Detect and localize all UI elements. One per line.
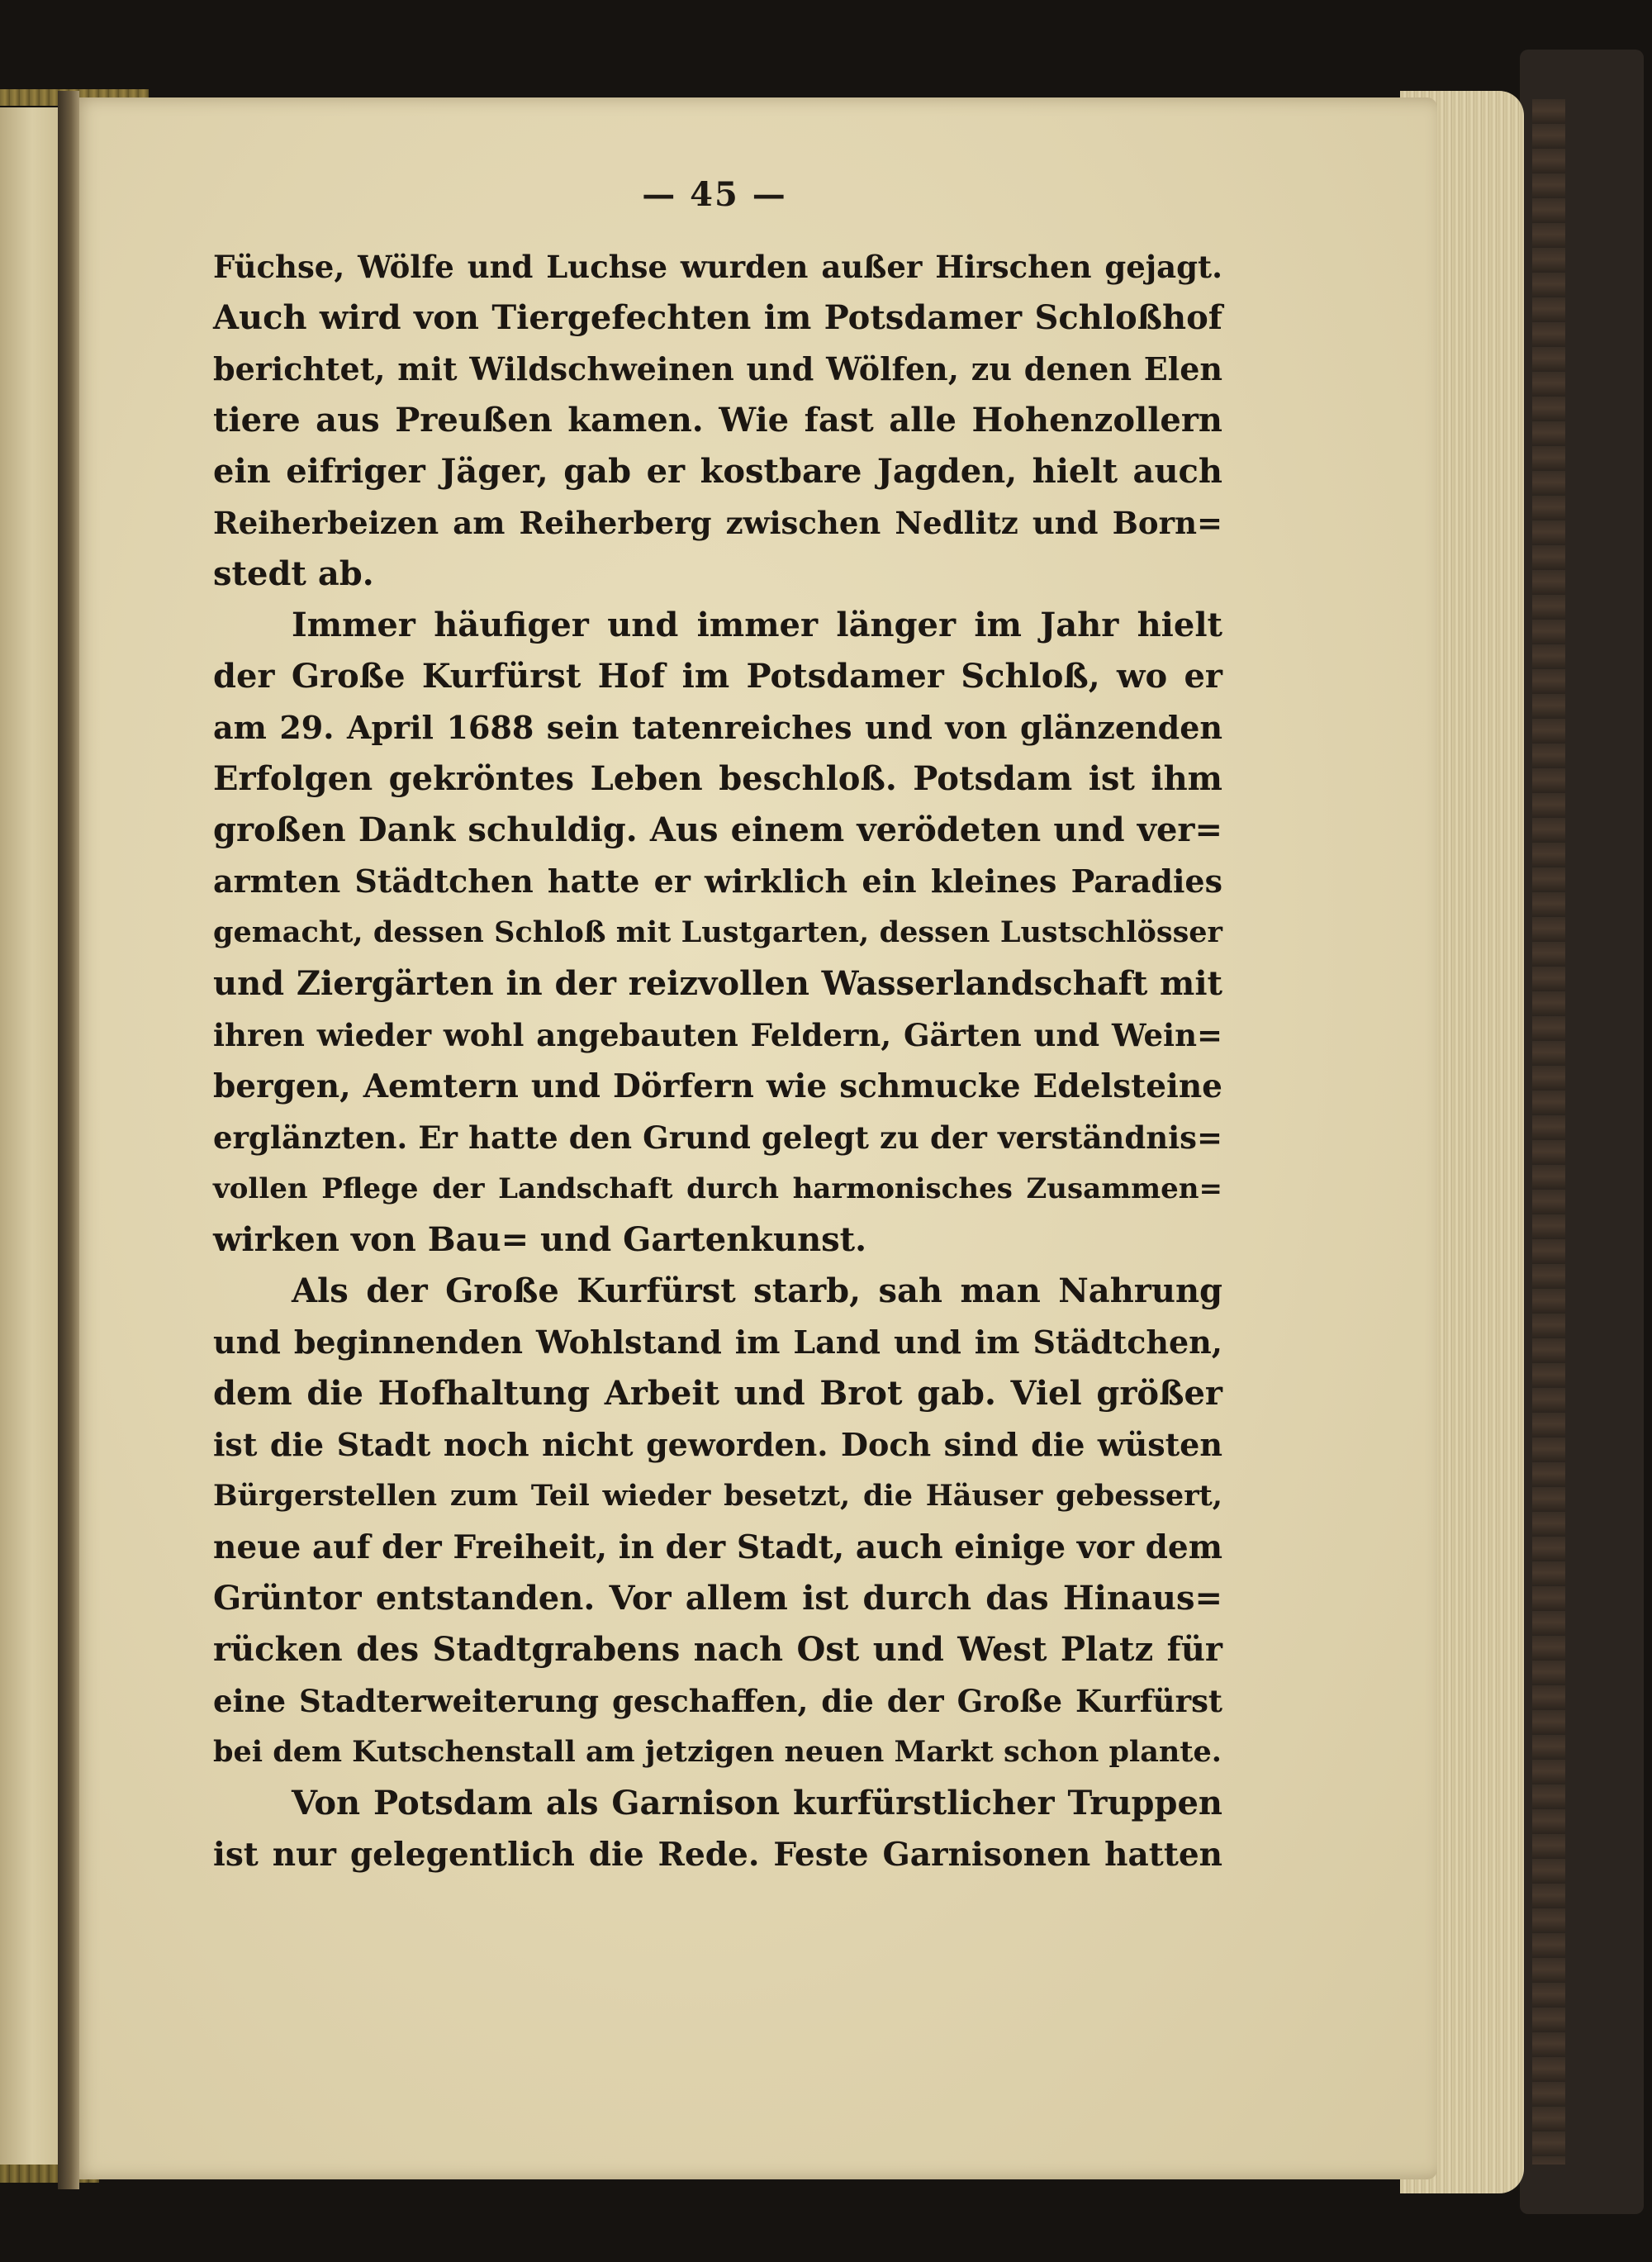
text-line: Füchse, Wölfe und Luchse wurden außer Hirschen gejagt. <box>213 249 1222 285</box>
text-line: Reiherbeizen am Reiherberg zwischen Nedlitz und Born= <box>213 505 1222 541</box>
text-line: Grüntor entstanden. Vor allem ist durch das Hinaus= <box>213 1579 1222 1618</box>
text-line: gemacht, dessen Schloß mit Lustgarten, dessen Lustschlösser <box>213 915 1222 949</box>
previous-page-edge <box>0 107 64 2165</box>
text-line: ihren wieder wohl angebauten Feldern, Gärten und Wein= <box>213 1017 1222 1053</box>
text-line: wirken von Bau= und Gartenkunst. <box>213 1220 867 1259</box>
cover-texture <box>1532 99 1565 2165</box>
text-line: eine Stadterweiterung geschaffen, die der Große Kurfürst <box>213 1683 1222 1719</box>
text-line: am 29. April 1688 sein tatenreiches und von glänzenden <box>213 709 1222 746</box>
text-line: bergen, Aemtern und Dörfern wie schmucke Edelsteine <box>213 1067 1222 1105</box>
text-line: Erfolgen gekröntes Leben beschloß. Potsdam ist ihm <box>213 759 1222 798</box>
text-line: und beginnenden Wohlstand im Land und im Städtchen, <box>213 1323 1222 1361</box>
page-number: — 45 — <box>642 175 787 214</box>
text-line: stedt ab. <box>213 554 374 593</box>
text-line: ist die Stadt noch nicht geworden. Doch sind die wüsten <box>213 1426 1222 1463</box>
text-line: dem die Hofhaltung Arbeit und Brot gab. Viel größer <box>213 1374 1222 1413</box>
body-text <box>213 241 1222 1880</box>
text-line: tiere aus Preußen kamen. Wie fast alle Hohenzollern <box>213 401 1222 440</box>
text-line: rücken des Stadtgrabens nach Ost und West Platz für <box>213 1630 1222 1669</box>
text-line: Von Potsdam als Garnison kurfürstlicher Truppen <box>292 1784 1222 1822</box>
text-line: und Ziergärten in der reizvollen Wasserlandschaft mit <box>213 964 1222 1003</box>
text-line: erglänzten. Er hatte den Grund gelegt zu der verständnis= <box>213 1119 1222 1156</box>
text-line: großen Dank schuldig. Aus einem verödeten und ver= <box>213 810 1222 849</box>
text-line: ein eifriger Jäger, gab er kostbare Jagden, hielt auch <box>213 452 1222 491</box>
text-line: Als der Große Kurfürst starb, sah man Nahrung <box>292 1271 1222 1310</box>
text-line: ist nur gelegentlich die Rede. Feste Garnisonen hatten <box>213 1836 1222 1874</box>
text-line: neue auf der Freiheit, in der Stadt, auch einige vor dem <box>213 1528 1222 1566</box>
book-gutter <box>58 91 79 2189</box>
text-line: Auch wird von Tiergefechten im Potsdamer Schloßhof <box>213 298 1222 337</box>
text-line: armten Städtchen hatte er wirklich ein kleines Paradies <box>213 863 1222 900</box>
text-line: bei dem Kutschenstall am jetzigen neuen Markt schon plante. <box>213 1735 1222 1769</box>
text-line: vollen Pflege der Landschaft durch harmonisches Zusammen= <box>213 1172 1222 1205</box>
text-line: der Große Kurfürst Hof im Potsdamer Schloß, wo er <box>213 657 1222 696</box>
text-line: berichtet, mit Wildschweinen und Wölfen, zu denen Elen <box>213 350 1222 387</box>
text-line: Bürgerstellen zum Teil wieder besetzt, die Häuser gebessert, <box>213 1479 1222 1513</box>
text-line: Immer häufiger und immer länger im Jahr hielt <box>292 606 1222 644</box>
